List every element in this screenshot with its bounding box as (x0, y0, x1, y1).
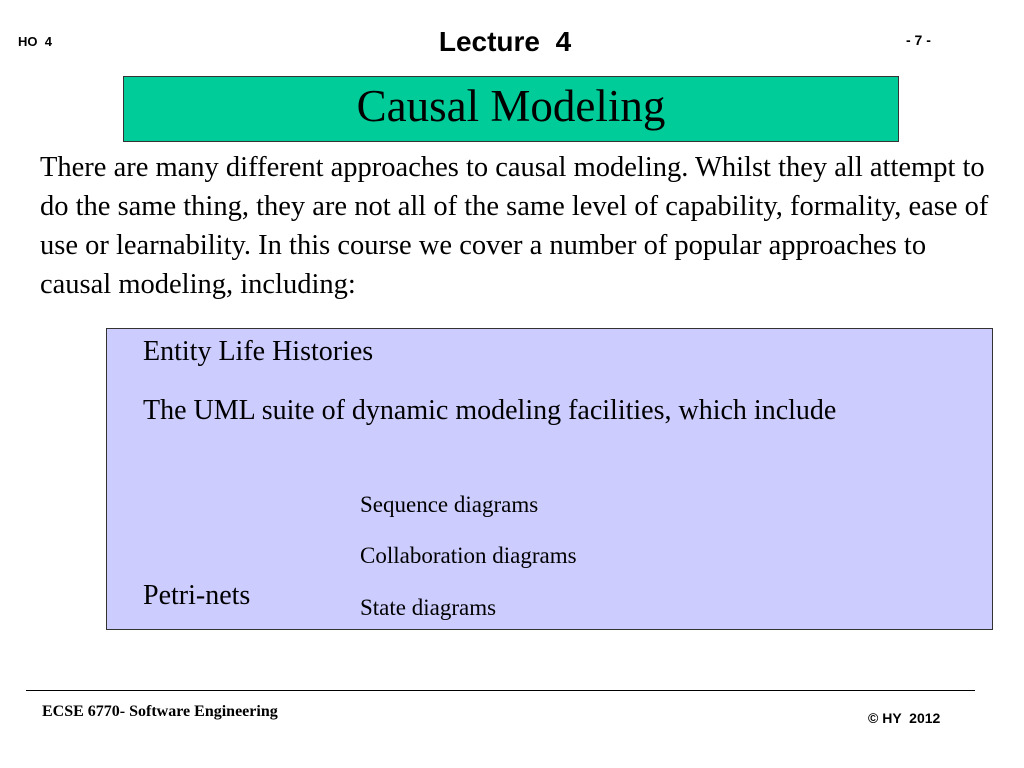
footer-copyright: © HY 2012 (868, 710, 941, 726)
list-item-uml-suite: The UML suite of dynamic modeling facilities, which include (143, 395, 837, 426)
handout-label: HO 4 (18, 34, 52, 49)
list-item-petri-nets: Petri-nets (143, 580, 251, 611)
approaches-list-box (106, 328, 993, 630)
footer-divider (26, 690, 975, 691)
footer-course-name: ECSE 6770- Software Engineering (42, 703, 278, 720)
list-item-entity-life-histories: Entity Life Histories (143, 336, 374, 367)
page-number: - 7 - (906, 32, 931, 48)
lecture-heading: Lecture 4 (438, 26, 572, 57)
slide-title: Causal Modeling (356, 80, 666, 131)
sub-item-sequence-diagrams: Sequence diagrams (360, 492, 539, 517)
sub-item-state-diagrams: State diagrams (360, 595, 497, 620)
slide-title-box (123, 76, 899, 142)
sub-item-collaboration-diagrams: Collaboration diagrams (360, 543, 577, 568)
intro-paragraph: There are many different approaches to causal modeling. Whilst they all attempt to do the same thing, they are not all of the same level of capability, formality, ease of use or learnability. In this course we cover a number of popular approaches to causal modeling, including: (40, 152, 989, 300)
